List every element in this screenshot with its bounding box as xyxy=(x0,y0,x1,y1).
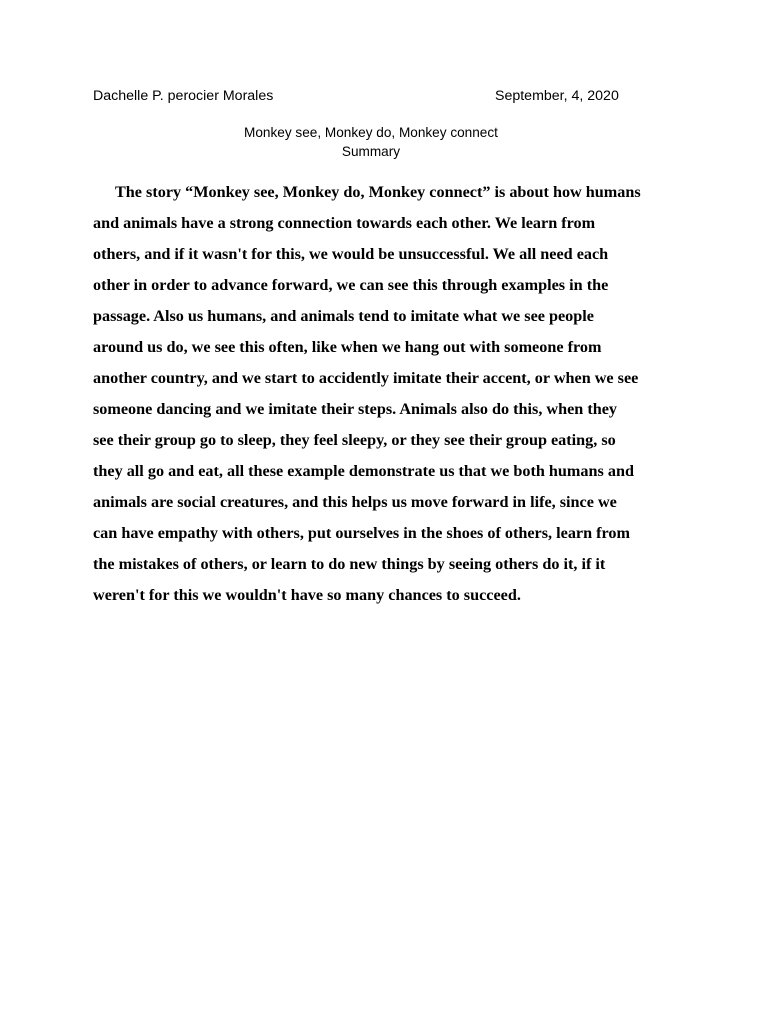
paragraph-line: see their group go to sleep, they feel sleepy, or they see their group eating, so xyxy=(93,431,616,449)
paragraph-line: and animals have a strong connection towards each other. We learn from xyxy=(93,214,596,232)
title-line: Monkey see, Monkey do, Monkey connect xyxy=(244,125,498,140)
paragraph-line: The story “Monkey see, Monkey do, Monkey connect” is about how humans xyxy=(115,183,641,201)
document-header xyxy=(93,87,623,107)
document-date: September, 4, 2020 xyxy=(495,88,619,104)
paragraph-line: someone dancing and we imitate their steps. Animals also do this, when they xyxy=(93,400,618,418)
paragraph-line: weren't for this we wouldn't have so many chances to succeed. xyxy=(93,586,521,604)
paragraph-line: another country, and we start to accidently imitate their accent, or when we see xyxy=(93,369,639,387)
paragraph-line: other in order to advance forward, we can see this through examples in the xyxy=(93,276,609,294)
paragraph-line: around us do, we see this often, like when we hang out with someone from xyxy=(93,338,602,356)
summary-paragraph xyxy=(93,177,683,611)
author-name: Dachelle P. perocier Morales xyxy=(93,88,274,104)
paragraph-line: the mistakes of others, or learn to do new things by seeing others do it, if it xyxy=(93,555,606,573)
subtitle-line: Summary xyxy=(341,144,401,159)
paragraph-line: animals are social creatures, and this helps us move forward in life, since we xyxy=(93,493,617,511)
paragraph-line: others, and if it wasn't for this, we would be unsuccessful. We all need each xyxy=(93,245,609,263)
paragraph-line: they all go and eat, all these example demonstrate us that we both humans and xyxy=(93,462,634,480)
paragraph-line: passage. Also us humans, and animals tend to imitate what we see people xyxy=(93,307,594,325)
paragraph-line: can have empathy with others, put ourselves in the shoes of others, learn from xyxy=(93,524,631,542)
document-title xyxy=(0,123,742,161)
